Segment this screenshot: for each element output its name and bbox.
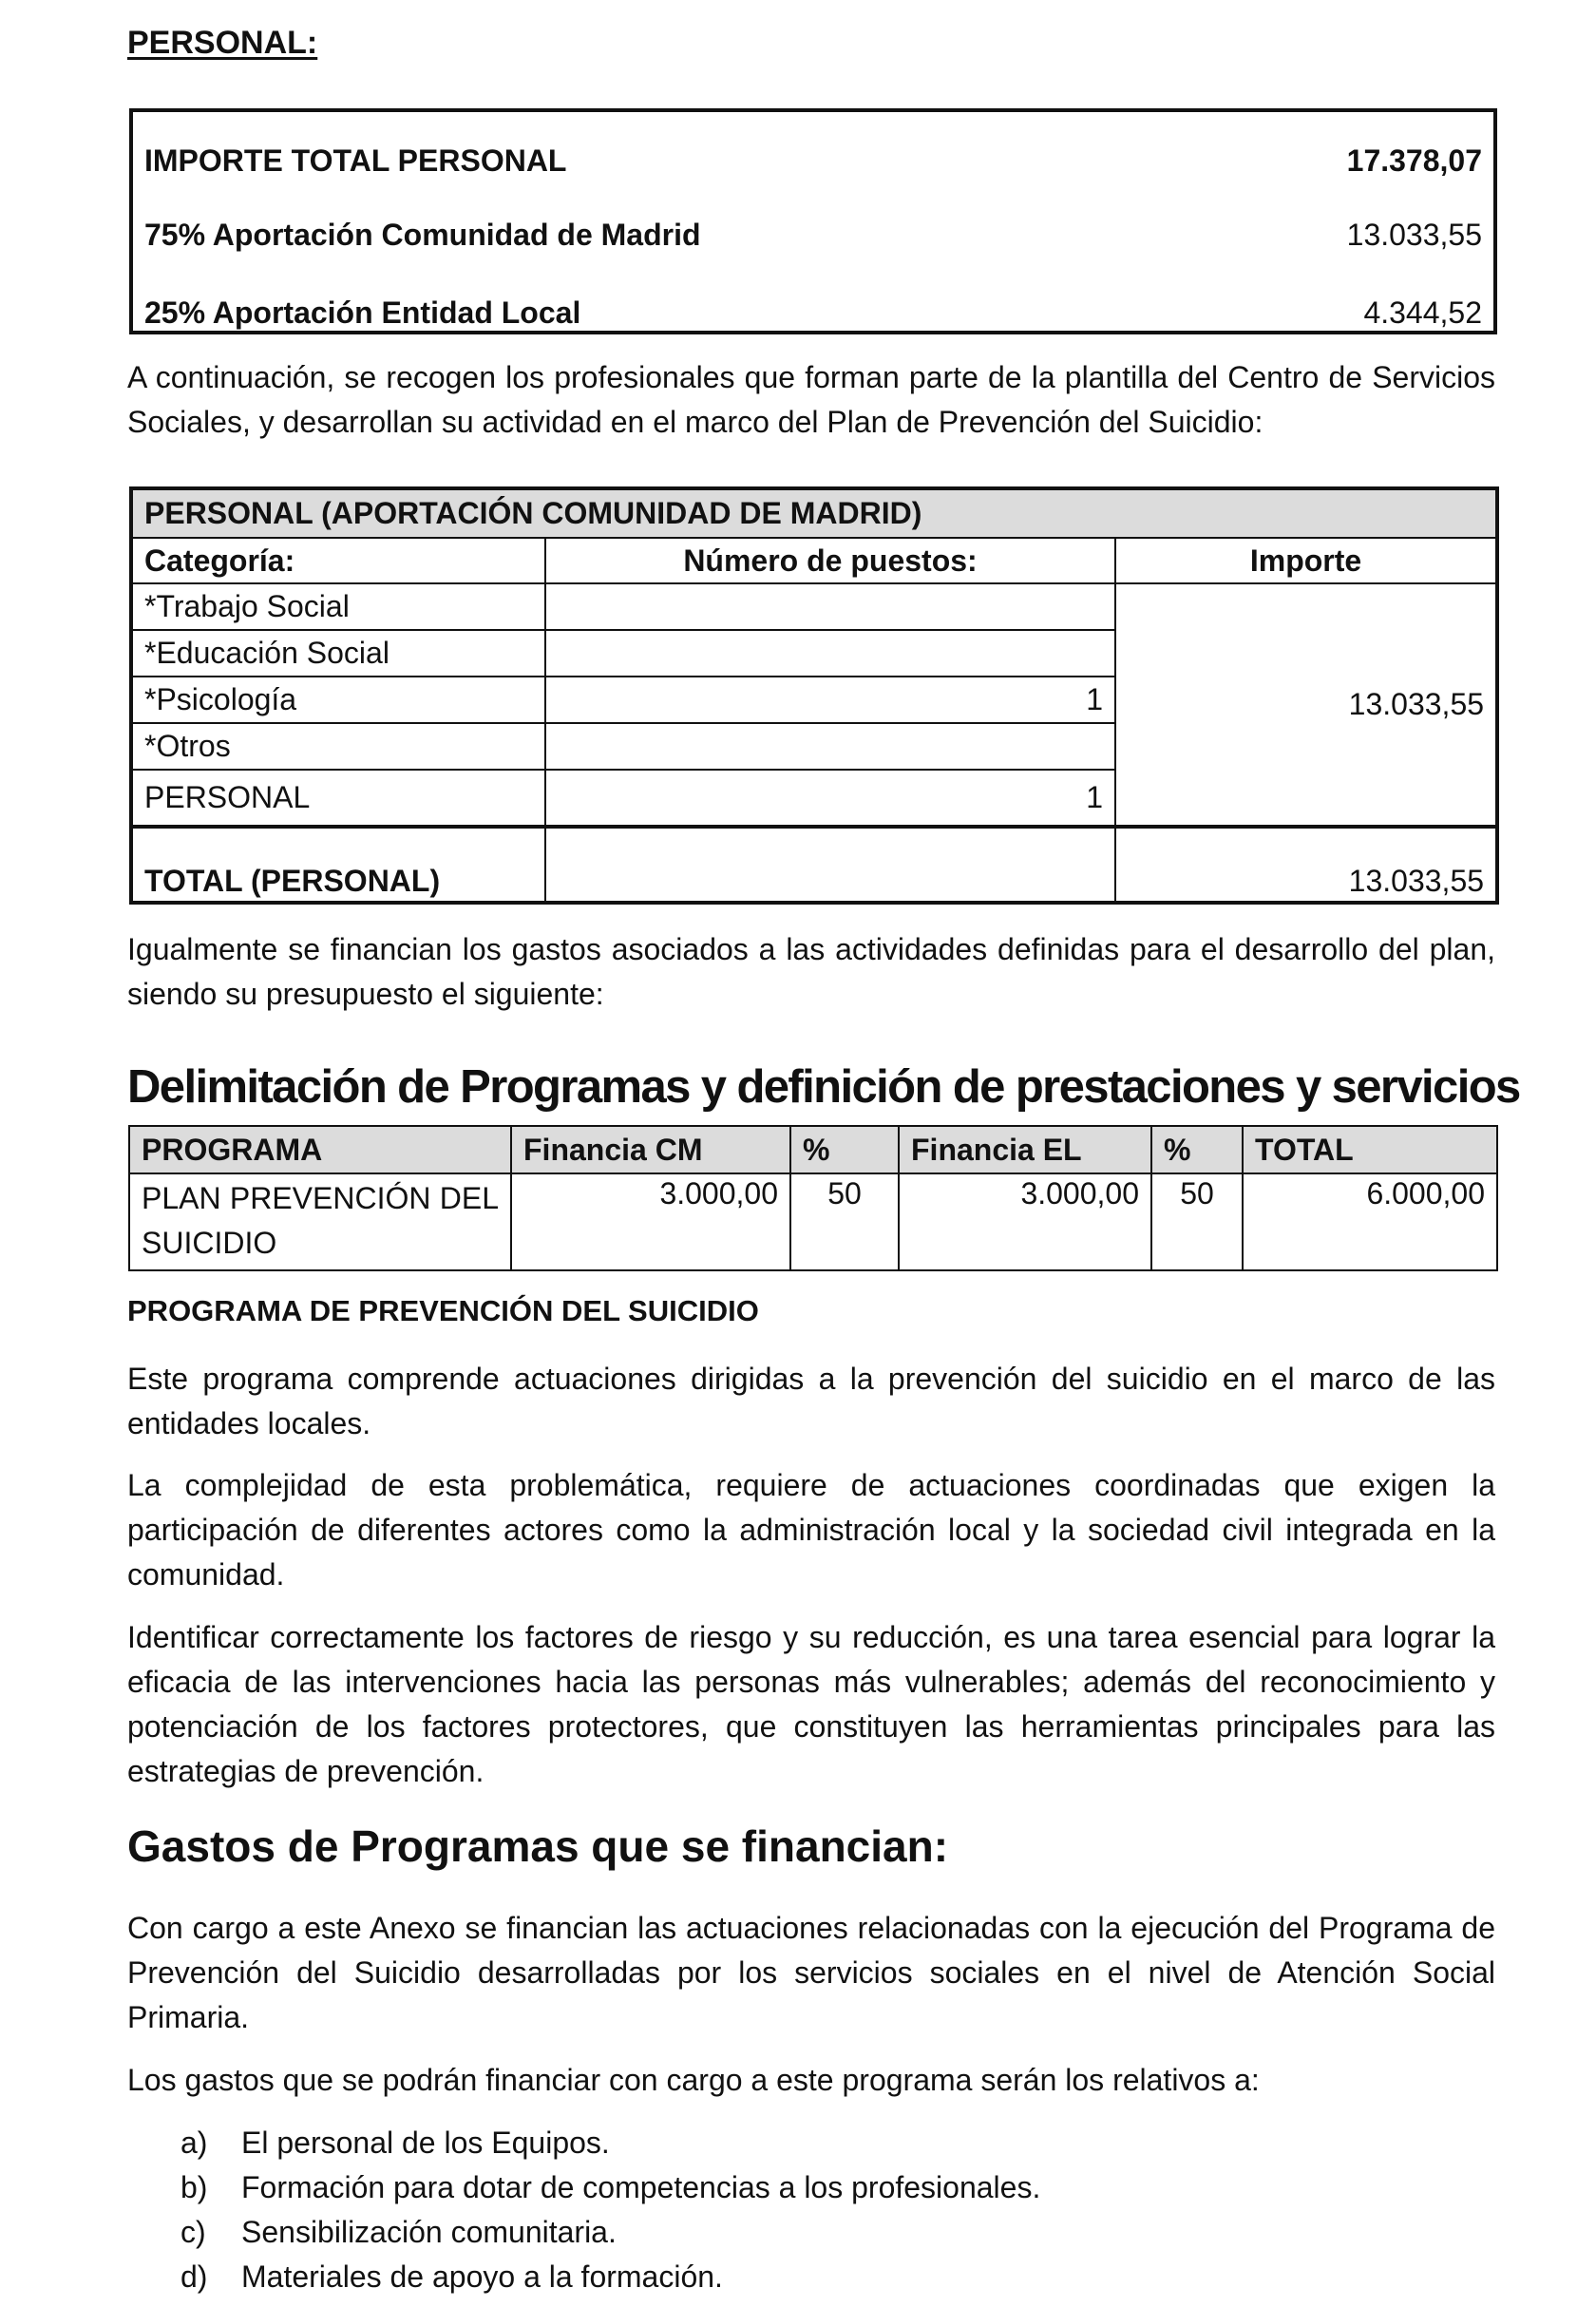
program-row bbox=[129, 1173, 1497, 1270]
staff-table-header-row bbox=[131, 538, 1497, 583]
importe-cell: 13.033,55 bbox=[1115, 583, 1497, 827]
financia-cm-cell: 3.000,00 bbox=[511, 1173, 790, 1270]
header-pct-cm: % bbox=[790, 1126, 899, 1173]
total-value: 13.033,55 bbox=[1115, 827, 1497, 903]
summary-row bbox=[131, 110, 1495, 184]
summary-value: 17.378,07 bbox=[1346, 143, 1482, 178]
category-cell: *Educación Social bbox=[131, 630, 545, 677]
list-marker: c) bbox=[180, 2215, 206, 2249]
list-text: Sensibilización comunitaria. bbox=[241, 2215, 617, 2249]
paragraph-intro: A continuación, se recogen los profesionales que forman parte de la plantilla del Centro de Servicios Sociales, y desarrollan su actividad en el marco del Plan de Prevención del Suicidio: bbox=[127, 360, 1495, 439]
pct-cm-cell: 50 bbox=[790, 1173, 899, 1270]
list-text: Materiales de apoyo a la formación. bbox=[241, 2259, 723, 2294]
category-cell: PERSONAL bbox=[131, 770, 545, 827]
total-empty-cell bbox=[545, 827, 1115, 903]
summary-value: 4.344,52 bbox=[1363, 296, 1482, 330]
header-category: Categoría: bbox=[131, 538, 545, 583]
positions-cell: 1 bbox=[545, 677, 1115, 723]
pct-el-cell: 50 bbox=[1151, 1173, 1243, 1270]
category-cell: *Psicología bbox=[131, 677, 545, 723]
summary-value: 13.033,55 bbox=[1346, 218, 1482, 252]
heading-expenses: Gastos de Programas que se financian: bbox=[127, 1821, 949, 1871]
list-item bbox=[180, 2121, 1040, 2165]
table-row bbox=[131, 583, 1497, 630]
list-marker: d) bbox=[180, 2259, 208, 2294]
paragraph-annex: Con cargo a este Anexo se financian las actuaciones relacionadas con la ejecución del Programa de Prevención del Suicidio desarrolladas por los servicios sociales en el nivel de Atención Social Primaria. bbox=[127, 1911, 1495, 2034]
header-importe: Importe bbox=[1115, 538, 1497, 583]
heading-programs: Delimitación de Programas y definición de prestaciones y servicios bbox=[127, 1061, 1520, 1113]
header-financia-cm: Financia CM bbox=[511, 1126, 790, 1173]
header-financia-el: Financia EL bbox=[899, 1126, 1151, 1173]
summary-label: 75% Aportación Comunidad de Madrid bbox=[144, 218, 701, 252]
paragraph-complexity: La complejidad de esta problemática, requiere de actuaciones coordinadas que exigen la participación de diferentes actores como la administración local y la sociedad civil integrada en la comunidad. bbox=[127, 1468, 1495, 1592]
program-table bbox=[128, 1125, 1498, 1271]
section-title: PERSONAL: bbox=[127, 25, 318, 61]
list-marker: b) bbox=[180, 2170, 208, 2204]
header-programa: PROGRAMA bbox=[129, 1126, 511, 1173]
list-item bbox=[180, 2165, 1040, 2210]
paragraph-expenses-intro: Los gastos que se podrán financiar con cargo a este programa serán los relativos a: bbox=[127, 2063, 1260, 2097]
total-cell: 6.000,00 bbox=[1243, 1173, 1497, 1270]
summary-table bbox=[129, 108, 1497, 334]
staff-table-title: PERSONAL (APORTACIÓN COMUNIDAD DE MADRID) bbox=[131, 488, 1497, 538]
summary-row bbox=[131, 184, 1495, 258]
positions-cell bbox=[545, 583, 1115, 630]
list-text: El personal de los Equipos. bbox=[241, 2126, 610, 2160]
program-name-cell: PLAN PREVENCIÓN DEL SUICIDIO bbox=[129, 1173, 511, 1270]
positions-cell bbox=[545, 723, 1115, 770]
program-header-row bbox=[129, 1126, 1497, 1173]
header-total: TOTAL bbox=[1243, 1126, 1497, 1173]
category-cell: *Otros bbox=[131, 723, 545, 770]
summary-label: 25% Aportación Entidad Local bbox=[144, 296, 581, 330]
list-item bbox=[180, 2255, 1040, 2299]
list-text: Formación para dotar de competencias a los profesionales. bbox=[241, 2170, 1041, 2204]
paragraph-risk-factors: Identificar correctamente los factores de riesgo y su reducción, es una tarea esencial para lograr la eficacia de las intervenciones hacia las personas más vulnerables; además del reconocimiento y potenciación de los factores protectores, que constituyen las herramientas principales para las estrategias de prevención. bbox=[127, 1620, 1495, 1788]
summary-row bbox=[131, 258, 1495, 333]
paragraph-program-description: Este programa comprende actuaciones dirigidas a la prevención del suicidio en el marco de las entidades locales. bbox=[127, 1362, 1495, 1440]
list-marker: a) bbox=[180, 2126, 208, 2160]
header-positions: Número de puestos: bbox=[545, 538, 1115, 583]
staff-table-title-row bbox=[131, 488, 1497, 538]
staff-total-row bbox=[131, 827, 1497, 903]
subheading-program: PROGRAMA DE PREVENCIÓN DEL SUICIDIO bbox=[127, 1294, 759, 1327]
expenses-list bbox=[180, 2121, 1040, 2299]
staff-table bbox=[129, 486, 1499, 905]
financia-el-cell: 3.000,00 bbox=[899, 1173, 1151, 1270]
header-pct-el: % bbox=[1151, 1126, 1243, 1173]
list-item bbox=[180, 2210, 1040, 2255]
category-cell: *Trabajo Social bbox=[131, 583, 545, 630]
positions-cell: 1 bbox=[545, 770, 1115, 827]
paragraph-budget: Igualmente se financian los gastos asociados a las actividades definidas para el desarrollo del plan, siendo su presupuesto el siguiente: bbox=[127, 932, 1495, 1011]
positions-cell bbox=[545, 630, 1115, 677]
summary-label: IMPORTE TOTAL PERSONAL bbox=[144, 143, 567, 178]
total-label: TOTAL (PERSONAL) bbox=[131, 827, 545, 903]
